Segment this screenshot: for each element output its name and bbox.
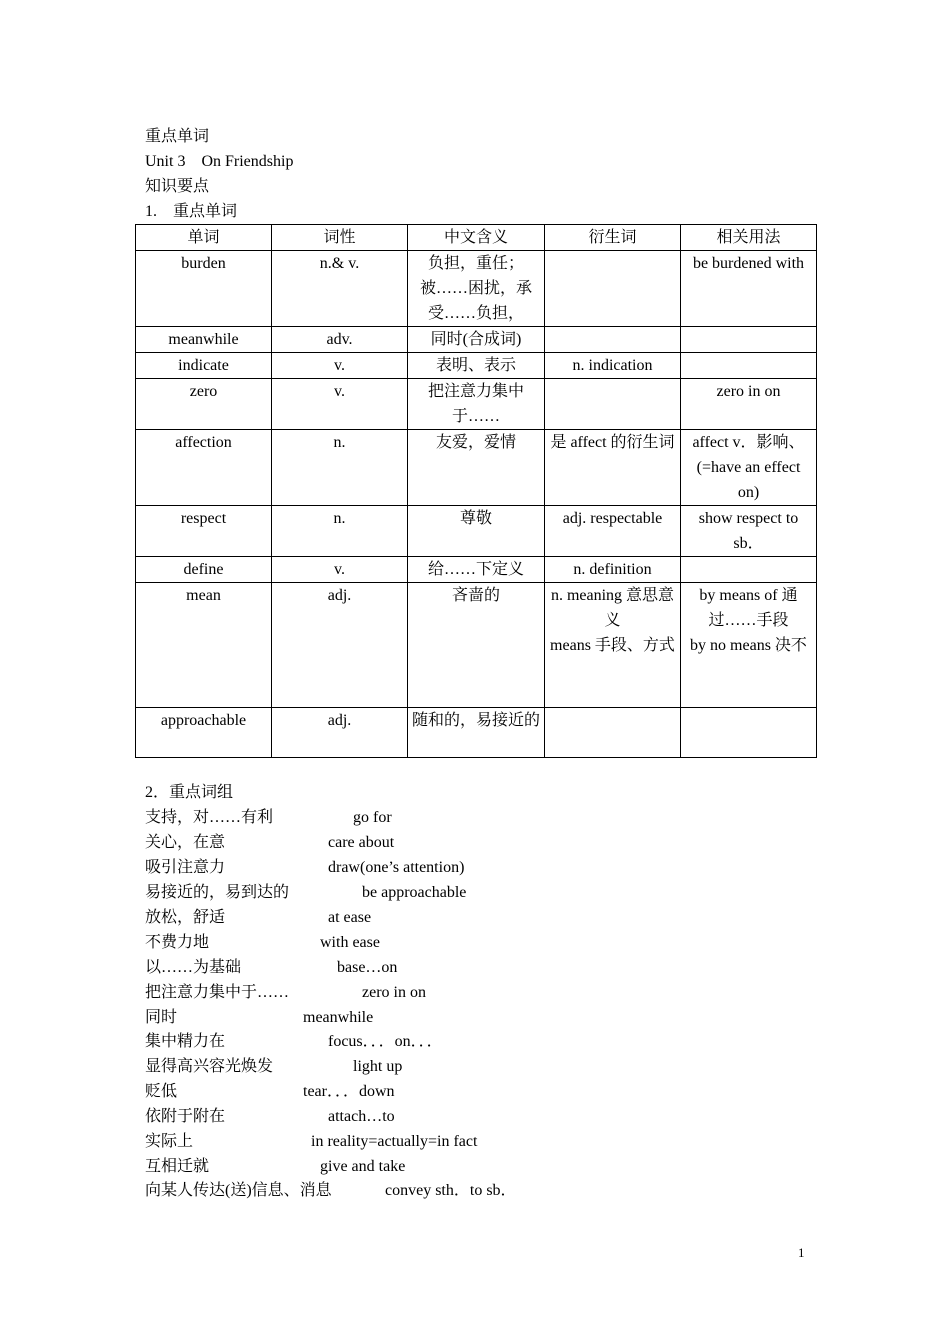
pos-cell: v. (272, 353, 408, 379)
table-row (136, 708, 817, 758)
phrase-cn: 把注意力集中于…… (145, 984, 290, 1001)
page-number: 1 (798, 1245, 805, 1260)
derivative-cell (545, 327, 681, 353)
table-row (136, 327, 817, 353)
phrase-cn: 关心，在意 (145, 834, 226, 851)
pos-cell: adj. (272, 708, 408, 758)
phrase-cn: 依附于附在 (145, 1108, 226, 1125)
table-row (136, 506, 817, 557)
usage-cell (681, 327, 817, 353)
phrase-en: give and take (320, 1158, 406, 1175)
usage-cell: zero in on (681, 379, 817, 430)
word-cell: respect (136, 506, 272, 557)
phrase-cn: 易接近的，易到达的 (145, 884, 290, 901)
phrase-en: be approachable (362, 884, 467, 901)
derivative-cell: n. meaning 意思意义 means 手段、方式 (545, 583, 681, 708)
pos-cell: adj. (272, 583, 408, 708)
meaning-cell: 把注意力集中于…… (408, 379, 545, 430)
header-cell: 中文含义 (408, 225, 545, 251)
derivative-cell (545, 251, 681, 327)
phrase-cn: 支持，对……有利 (145, 809, 274, 826)
knowledge-points-heading: 知识要点 (145, 178, 210, 195)
phrase-en: with ease (320, 934, 380, 951)
phrase-cn: 实际上 (145, 1133, 194, 1150)
usage-cell (681, 557, 817, 583)
usage-cell: be burdened with (681, 251, 817, 327)
meaning-cell: 给……下定义 (408, 557, 545, 583)
phrase-cn: 显得高兴容光焕发 (145, 1058, 274, 1075)
table-header-row (136, 225, 817, 251)
derivative-cell: n. indication (545, 353, 681, 379)
phrase-cn: 向某人传达(送)信息、消息 (145, 1182, 332, 1199)
section-1-heading: 1. 重点单词 (145, 203, 238, 220)
phrase-en: draw(one’s attention) (328, 859, 465, 876)
pos-cell: adv. (272, 327, 408, 353)
usage-cell (681, 708, 817, 758)
phrase-cn: 以……为基础 (145, 959, 242, 976)
word-cell: define (136, 557, 272, 583)
table-row (136, 583, 817, 708)
phrase-en: at ease (328, 909, 372, 926)
phrase-en: convey sth．to sb． (385, 1182, 517, 1199)
usage-cell: show respect to sb． (681, 506, 817, 557)
phrase-en: light up (353, 1058, 403, 1075)
pos-cell: v. (272, 557, 408, 583)
phrase-en: base…on (337, 959, 398, 976)
phrase-cn: 同时 (145, 1009, 178, 1026)
header-cell: 衍生词 (545, 225, 681, 251)
word-cell: zero (136, 379, 272, 430)
meaning-cell: 尊敬 (408, 506, 545, 557)
meaning-cell: 表明、表示 (408, 353, 545, 379)
header-cell: 相关用法 (681, 225, 817, 251)
unit-title: Unit 3 On Friendship (145, 153, 294, 170)
phrase-en: go for (353, 809, 392, 826)
table-row (136, 557, 817, 583)
meaning-cell: 负担，重任；被……困扰，承受……负担， (408, 251, 545, 327)
derivative-cell: 是 affect 的衍生词 (545, 430, 681, 506)
phrase-en: meanwhile (303, 1009, 374, 1026)
phrase-en: tear．．．down (303, 1083, 395, 1100)
phrase-cn: 贬低 (145, 1083, 178, 1100)
meaning-cell: 友爱，爱情 (408, 430, 545, 506)
word-cell: indicate (136, 353, 272, 379)
phrase-cn: 吸引注意力 (145, 859, 226, 876)
phrase-en: in reality=actually=in fact (311, 1133, 478, 1150)
phrase-en: attach…to (328, 1108, 395, 1125)
derivative-cell: adj. respectable (545, 506, 681, 557)
pos-cell: n.& v. (272, 251, 408, 327)
usage-cell (681, 353, 817, 379)
phrase-en: focus．．．on．．． (328, 1033, 443, 1050)
derivative-cell (545, 379, 681, 430)
phrase-en: zero in on (362, 984, 426, 1001)
derivative-cell: n. definition (545, 557, 681, 583)
pos-cell: v. (272, 379, 408, 430)
word-cell: affection (136, 430, 272, 506)
word-cell: burden (136, 251, 272, 327)
header-cell: 单词 (136, 225, 272, 251)
table-row (136, 430, 817, 506)
header-cell: 词性 (272, 225, 408, 251)
table-row (136, 251, 817, 327)
word-cell: meanwhile (136, 327, 272, 353)
meaning-cell: 随和的，易接近的 (408, 708, 545, 758)
usage-cell: affect v．影响、(=have an effect on) (681, 430, 817, 506)
heading-key-words: 重点单词 (145, 128, 210, 145)
table-row (136, 353, 817, 379)
derivative-cell (545, 708, 681, 758)
usage-cell: by means of 通过……手段 by no means 决不 (681, 583, 817, 708)
pos-cell: n. (272, 430, 408, 506)
section-2-heading: 2．重点词组 (145, 784, 234, 801)
meaning-cell: 同时(合成词) (408, 327, 545, 353)
word-cell: mean (136, 583, 272, 708)
table-row (136, 379, 817, 430)
phrase-en: care about (328, 834, 395, 851)
phrase-cn: 放松，舒适 (145, 909, 226, 926)
phrase-cn: 集中精力在 (145, 1033, 226, 1050)
phrase-cn: 互相迁就 (145, 1158, 210, 1175)
phrase-cn: 不费力地 (145, 934, 210, 951)
meaning-cell: 吝啬的 (408, 583, 545, 708)
pos-cell: n. (272, 506, 408, 557)
word-cell: approachable (136, 708, 272, 758)
vocabulary-table (135, 224, 817, 758)
